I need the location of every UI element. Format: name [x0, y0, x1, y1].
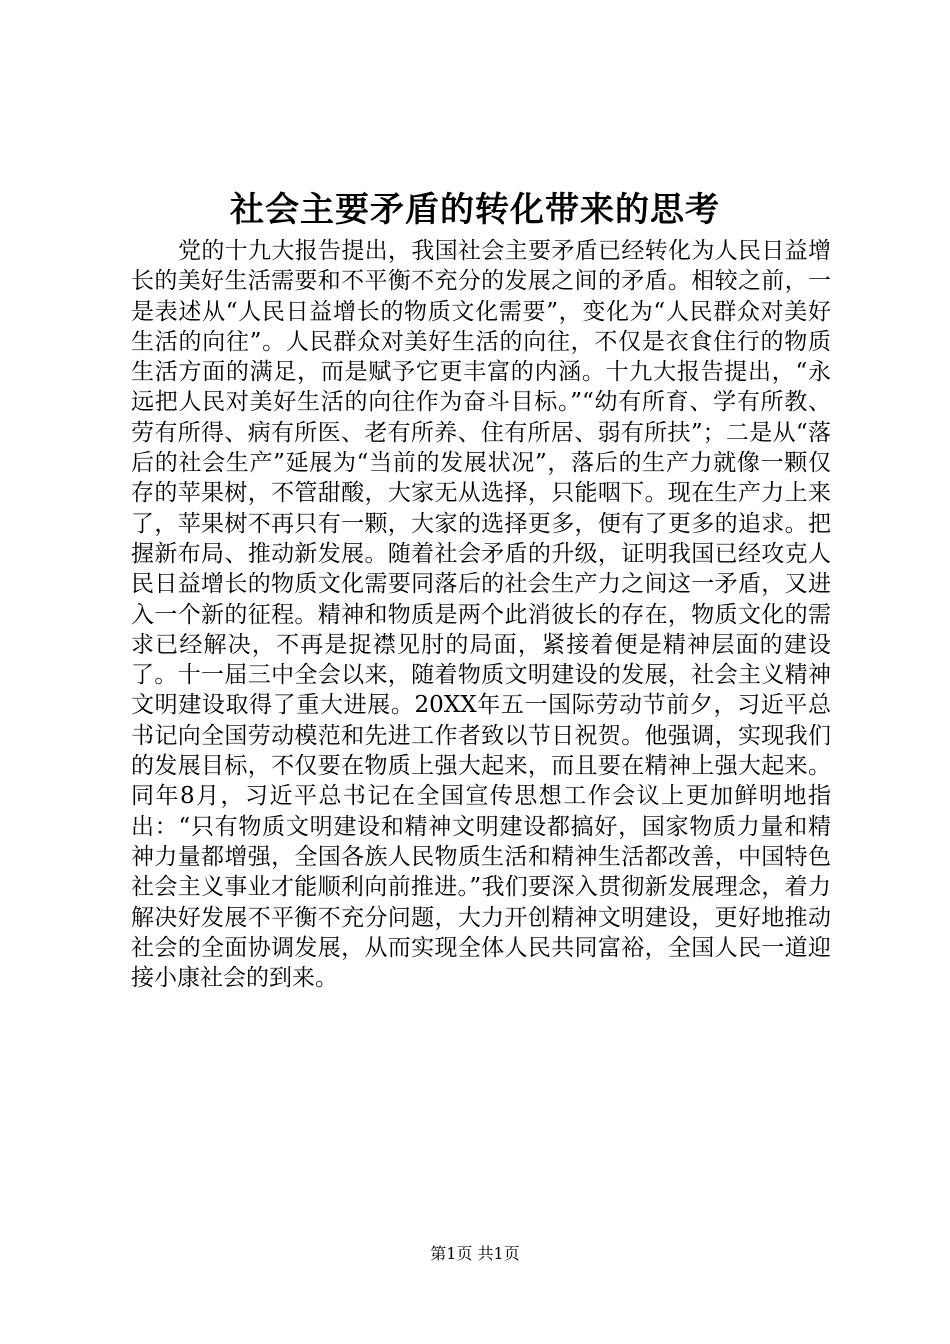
- document-title: 社会主要矛盾的转化带来的思考: [230, 190, 720, 230]
- document-body-paragraph: 党的十九大报告提出，我国社会主要矛盾已经转化为人民日益增长的美好生活需要和不平衡不充分的发展之间的矛盾。相较之前，一是表述从“人民日益增长的物质文化需要”，变化为“人民群众对美好生活的向往”。人民群众对美好生活的向往，不仅是衣食住行的物质生活方面的满足，而是赋予它更丰富的内涵。十九大报告提出，“永远把人民对美好生活的向往作为奋斗目标。”“幼有所育、学有所教、劳有所得、病有所医、老有所养、住有所居、弱有所扶”；二是从“落后的社会生产”延展为“当前的发展状况”，落后的生产力就像一颗仅存的苹果树，不管甜酸，大家无从选择，只能咽下。现在生产力上来了，苹果树不再只有一颗，大家的选择更多，便有了更多的追求。把握新布局、推动新发展。随着社会矛盾的升级，证明我国已经攻克人民日益增长的物质文化需要同落后的社会生产力之间这一矛盾，又进入一个新的征程。精神和物质是两个此消彼长的存在，物质文化的需求已经解决，不再是捉襟见肘的局面，紧接着便是精神层面的建设了。十一届三中全会以来，随着物质文明建设的发展，社会主义精神文明建设取得了重大进展。20XX年五一国际劳动节前夕，习近平总书记向全国劳动模范和先进工作者致以节日祝贺。他强调，实现我们的发展目标，不仅要在物质上强大起来，而且要在精神上强大起来。同年8月，习近平总书记在全国宣传思想工作会议上更加鲜明地指出：“只有物质文明建设和精神文明建设都搞好，国家物质力量和精神力量都增强，全国各族人民物质生活和精神生活都改善，中国特色社会主义事业才能顺利向前推进。”我们要深入贯彻新发展理念，着力解决好发展不平衡不充分问题，大力开创精神文明建设，更好地推动社会的全面协调发展，从而实现全体人民共同富裕，全国人民一道迎接小康社会的到来。: [131, 238, 831, 992]
- page-footer: 第1页 共1页: [430, 1244, 520, 1263]
